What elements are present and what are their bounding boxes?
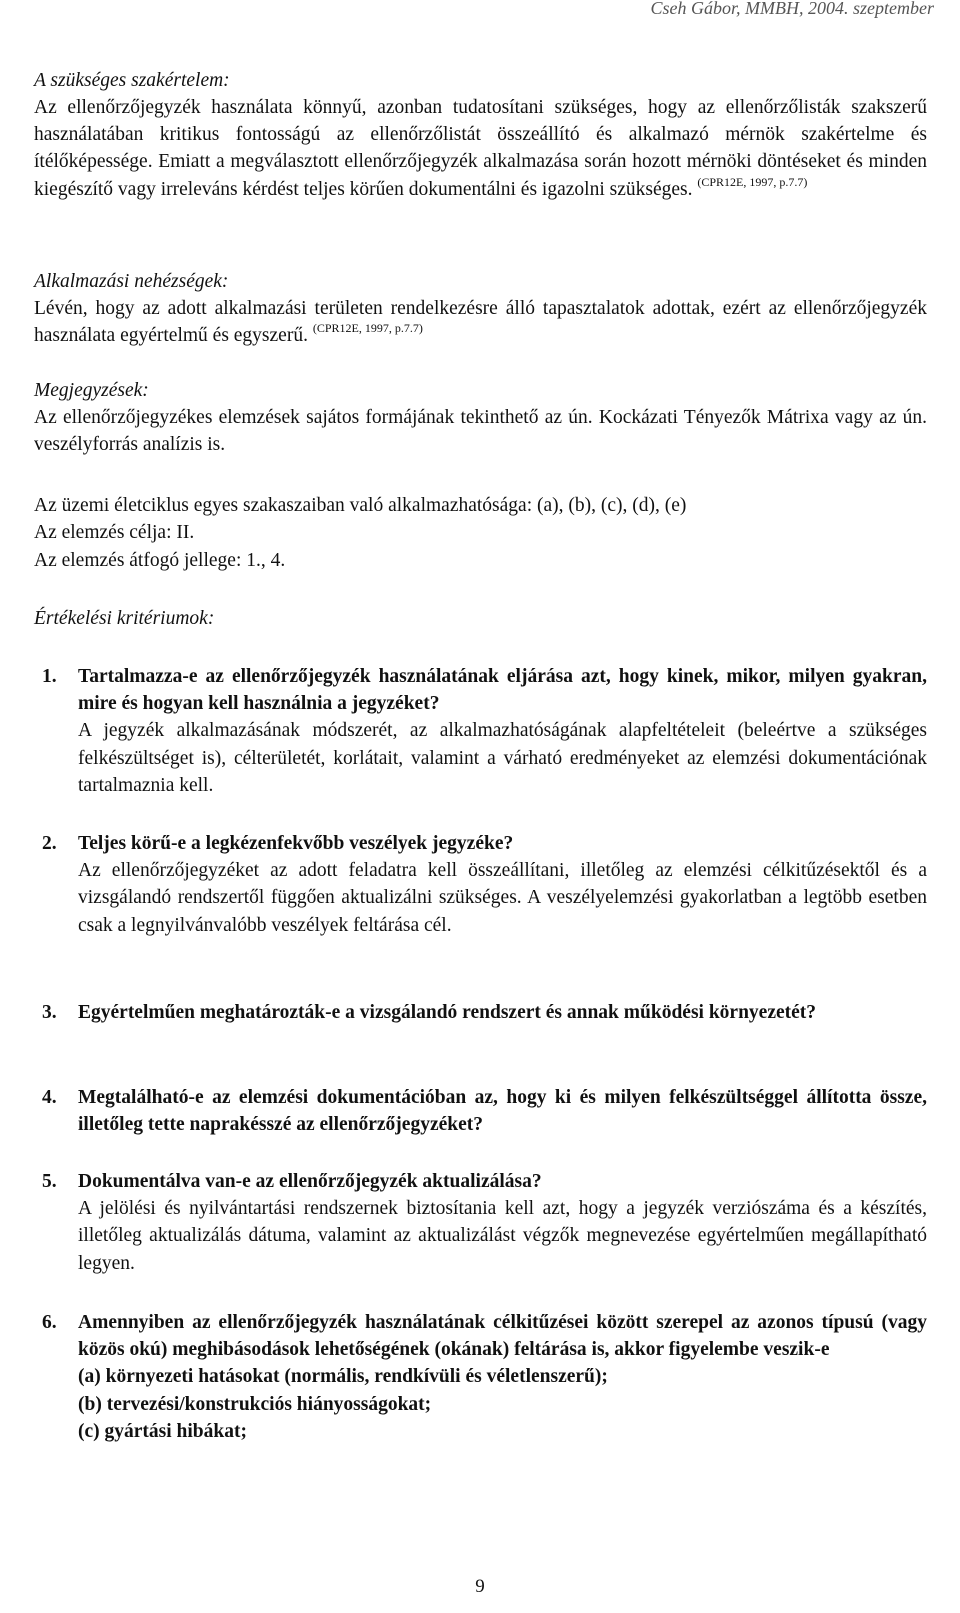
paragraph-text: Lévén, hogy az adott alkalmazási területen rendelkezésre álló tapasztalatok adottak, ezért az ellenőrzőjegyzék használata egyértelmű és egyszerű.: [34, 298, 927, 347]
criterion-question: Egyértelműen meghatározták-e a vizsgálandó rendszert és annak működési környezetét?: [78, 1002, 817, 1023]
criterion-number: 5.: [42, 1171, 57, 1192]
criterion-item: [78, 663, 927, 799]
page-header: Cseh Gábor, MMBH, 2004. szeptember: [650, 0, 934, 18]
criterion-subitem: (c) gyártási hibákat;: [78, 1420, 247, 1442]
criterion-subitem: (b) tervezési/konstrukciós hiányosságokat;: [78, 1393, 432, 1415]
section-heading-nehezsegek: Alkalmazási nehézségek:: [34, 271, 229, 292]
section-heading-megjegyzesek: Megjegyzések:: [34, 380, 149, 401]
criterion-number: 2.: [42, 833, 57, 854]
criterion-question: Dokumentálva van-e az ellenőrzőjegyzék aktualizálása?: [78, 1171, 542, 1192]
criterion-item: [78, 830, 927, 939]
info-alkalmazhatosag: Az üzemi életciklus egyes szakaszaiban való alkalmazhatósága: (a), (b), (c), (d), (e): [34, 495, 687, 516]
criterion-question: Megtalálható-e az elemzési dokumentációban az, hogy ki és milyen felkészültséggel állította össze, illetőleg tette naprakésszé az ellenőrzőjegyzéket?: [78, 1087, 927, 1136]
section-heading-szakertelem: A szükséges szakértelem:: [34, 70, 230, 91]
paragraph-szakertelem: [34, 94, 927, 203]
info-elemzes-celja: Az elemzés célja: II.: [34, 522, 195, 543]
criterion-subitem: (a) környezeti hatásokat (normális, rendkívüli és véletlenszerű);: [78, 1366, 608, 1388]
criterion-number: 4.: [42, 1087, 57, 1108]
criterion-number: 1.: [42, 666, 57, 687]
criterion-question: Tartalmazza-e az ellenőrzőjegyzék használatának eljárása azt, hogy kinek, mikor, milyen gyakran, mire és hogyan kell használnia a jegyzéket?: [78, 666, 927, 715]
criterion-answer: A jegyzék alkalmazásának módszerét, az alkalmazhatóságának alapfeltételeit (beleértve a szükséges felkészültséget is), célterületét, korlátait, valamint a várható eredményeket az elemzési dokumentációnak tartalmaznia kell.: [78, 720, 927, 796]
criterion-item: [78, 1168, 927, 1277]
criterion-question: Amennyiben az ellenőrzőjegyzék használatának célkitűzései között szerepel az azonos típusú (vagy közös okú) meghibásodások lehetőségének (okának) feltárása is, akkor figyelembe veszik-e: [78, 1312, 927, 1361]
page-number: 9: [475, 1576, 485, 1597]
info-atfogo-jelleg: Az elemzés átfogó jellege: 1., 4.: [34, 550, 286, 571]
criterion-question: Teljes körű-e a legkézenfekvőbb veszélyek jegyzéke?: [78, 833, 514, 854]
paragraph-text: Az ellenőrzőjegyzék használata könnyű, azonban tudatosítani szükséges, hogy az ellenőrzőlisták szakszerű használatában kritikus fontosságú az ellenőrzőlistát összeállító és alkalmazó mérnök szakértelme és ítélőképessége. Emiatt a megválasztott ellenőrzőjegyzék alkalmazása során hozott mérnöki döntéseket és minden kiegészítő vagy irreleváns kérdést teljes körűen dokumentálni és igazolni szükséges.: [34, 97, 927, 200]
paragraph-megjegyzesek: Az ellenőrzőjegyzékes elemzések sajátos formájának tekinthető az ún. Kockázati Tényezők Mátrixa vagy az ún. veszélyforrás analízis is.: [34, 407, 927, 456]
criterion-answer: Az ellenőrzőjegyzéket az adott feladatra kell összeállítani, illetőleg az elemzési célkitűzésektől és a vizsgálandó rendszertől függően aktualizálni szükséges. A veszélyelemzési gyakorlatban a legtöbb esetben csak a legnyilvánvalóbb veszélyek feltárása cél.: [78, 860, 927, 936]
criterion-item: [78, 999, 927, 1026]
criterion-number: 3.: [42, 1002, 57, 1023]
citation-reference: (CPR12E, 1997, p.7.7): [312, 321, 423, 336]
criterion-number: 6.: [42, 1312, 57, 1333]
criterion-item: [78, 1084, 927, 1138]
criterion-item: [78, 1309, 927, 1445]
paragraph-nehezsegek: [34, 295, 927, 349]
citation-reference: (CPR12E, 1997, p.7.7): [697, 174, 808, 189]
criterion-answer: A jelölési és nyilvántartási rendszernek biztosítania kell azt, hogy a jegyzék verziószáma és a készítés, illetőleg aktualizálás dátuma, valamint az aktualizálást végzők megnevezése egyértelműen megállapítható legyen.: [78, 1198, 927, 1274]
section-heading-kriteriumok: Értékelési kritériumok:: [34, 608, 215, 629]
